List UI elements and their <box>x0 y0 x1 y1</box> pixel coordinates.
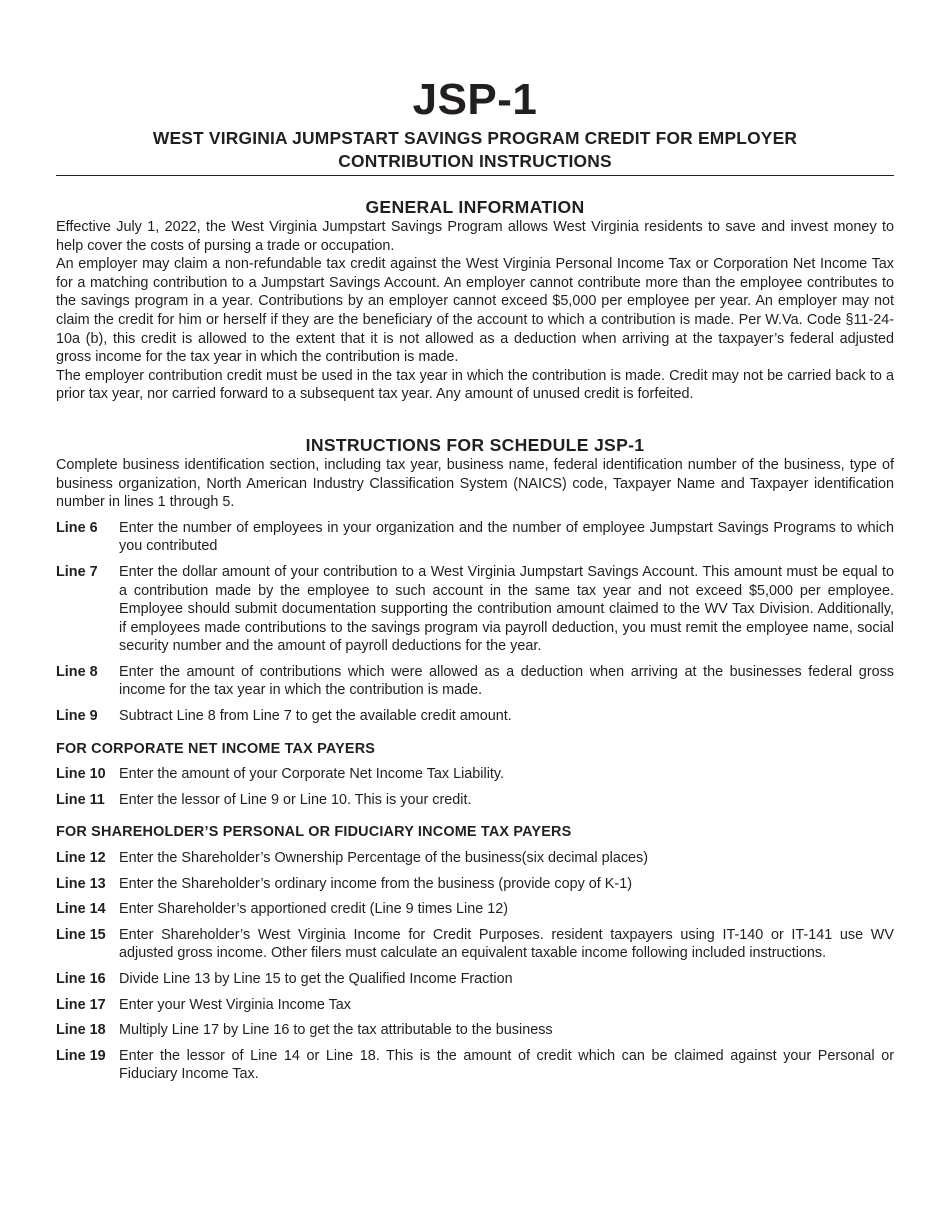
line-item-8 <box>56 663 894 700</box>
form-title-line-2: CONTRIBUTION INSTRUCTIONS <box>338 151 612 171</box>
line-label: Line 8 <box>56 663 98 680</box>
line-item-10 <box>56 765 894 784</box>
line-item-18 <box>56 1021 894 1040</box>
form-id-title: JSP-1 <box>412 75 538 124</box>
line-text: Enter the amount of your Corporate Net Income Tax Liability. <box>119 766 505 783</box>
general-paragraph-2: An employer may claim a non-refundable tax credit against the West Virginia Personal Income Tax or Corporation Net Income Tax for a matching contribution to a Jumpstart Savings Account. An employer cannot contribute more than the employee contributes to the savings program in a year. Contributions by an employer cannot exceed $5,000 per employee per year. An employer may not claim the credit for him or herself if they are the beneficiary of the account to which a contribution is made. Per W.Va. Code §11-24-10a (b), this credit is allowed to the extent that it is not allowed as a deduction when arriving at the taxpayer’s federal adjusted gross income for the tax year in which the contribution is made. <box>56 256 894 366</box>
line-label: Line 14 <box>56 901 106 918</box>
line-item-7 <box>56 563 894 656</box>
line-text: Enter the Shareholder’s ordinary income from the business (provide copy of K-1) <box>119 875 632 892</box>
line-label: Line 18 <box>56 1022 106 1039</box>
line-text: Enter the lessor of Line 9 or Line 10. This is your credit. <box>119 791 472 808</box>
line-text: Enter the dollar amount of your contribution to a West Virginia Jumpstart Savings Account. This amount must be equal to a contribution made by the employee to such account in the same tax year and not exceed $5,000 per employee. Employee should submit documentation supporting the contribution amount claimed to the WV Tax Division. Additionally, if employees made contributions to the savings program via payroll deduction, you must remit the employee name, social security number and the amount of payroll deductions for the year. <box>119 563 894 655</box>
form-title <box>56 127 894 173</box>
instructions-heading: INSTRUCTIONS FOR SCHEDULE JSP-1 <box>305 434 645 455</box>
line-text: Multiply Line 17 by Line 16 to get the tax attributable to the business <box>119 1022 553 1039</box>
form-title-line-1: WEST VIRGINIA JUMPSTART SAVINGS PROGRAM CREDIT FOR EMPLOYER <box>152 128 798 148</box>
instruction-page <box>56 0 894 1084</box>
header-divider <box>56 175 894 176</box>
instructions-intro: Complete business identification section, including tax year, business name, federal identification number of the business, type of business organization, North American Industry Classification System (NAICS) code, Taxpayer Name and Taxpayer identification number in lines 1 through 5. <box>56 456 894 511</box>
line-label: Line 15 <box>56 926 106 943</box>
line-label: Line 6 <box>56 519 98 536</box>
line-label: Line 9 <box>56 708 98 725</box>
line-label: Line 10 <box>56 766 106 783</box>
line-label: Line 7 <box>56 563 98 580</box>
line-label: Line 12 <box>56 850 106 867</box>
line-item-11 <box>56 791 894 810</box>
line-item-9 <box>56 707 894 726</box>
general-information-heading: GENERAL INFORMATION <box>365 197 585 217</box>
line-text: Enter the lessor of Line 14 or Line 18. This is the amount of credit which can be claimed against your Personal or Fiduciary Income Tax. <box>119 1047 894 1083</box>
line-label: Line 11 <box>56 791 105 808</box>
line-text: Enter Shareholder’s West Virginia Income for Credit Purposes. resident taxpayers using IT-140 or IT-141 use WV adjusted gross income. Other filers must calculate an equivalent taxable income following included instructions. <box>119 926 894 962</box>
line-item-17 <box>56 996 894 1015</box>
general-paragraph-3: The employer contribution credit must be used in the tax year in which the contribution is made. Credit may not be carried back to a prior tax year, nor carried forward to a subsequent tax year. Any amount of unused credit is forfeited. <box>56 367 894 403</box>
line-item-13 <box>56 875 894 894</box>
line-item-16 <box>56 970 894 989</box>
line-label: Line 13 <box>56 875 106 892</box>
line-text: Divide Line 13 by Line 15 to get the Qualified Income Fraction <box>119 971 513 987</box>
line-text: Enter the Shareholder’s Ownership Percentage of the business(six decimal places) <box>119 850 649 867</box>
line-label: Line 16 <box>56 971 106 987</box>
line-item-19 <box>56 1047 894 1084</box>
general-paragraph-1: Effective July 1, 2022, the West Virginia Jumpstart Savings Program allows West Virginia residents to save and invest money to help cover the costs of pursing a trade or occupation. <box>56 219 894 254</box>
line-text: Subtract Line 8 from Line 7 to get the available credit amount. <box>119 708 512 725</box>
line-label: Line 17 <box>56 996 106 1013</box>
line-text: Enter the number of employees in your organization and the number of employee Jumpstart Savings Programs to which you contributed <box>119 519 894 555</box>
line-text: Enter the amount of contributions which were allowed as a deduction when arriving at the businesses federal gross income for the tax year in which the contribution is made. <box>119 663 894 699</box>
line-item-12 <box>56 849 894 868</box>
line-text: Enter Shareholder’s apportioned credit (Line 9 times Line 12) <box>119 901 509 918</box>
line-text: Enter your West Virginia Income Tax <box>119 996 351 1013</box>
line-item-14 <box>56 900 894 919</box>
shareholder-heading: FOR SHAREHOLDER’S PERSONAL OR FIDUCIARY INCOME TAX PAYERS <box>56 824 572 841</box>
line-item-15 <box>56 926 894 963</box>
line-item-6 <box>56 519 894 556</box>
line-label: Line 19 <box>56 1047 106 1064</box>
corporate-heading: FOR CORPORATE NET INCOME TAX PAYERS <box>56 740 376 757</box>
